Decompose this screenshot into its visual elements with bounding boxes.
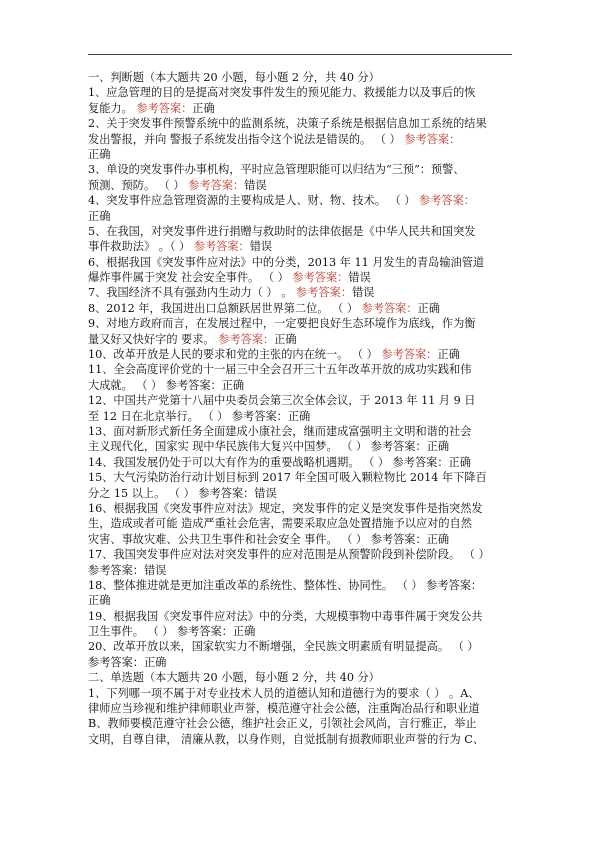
text-line bbox=[88, 547, 512, 562]
line-text: 卫生事件。 （ ） 参考答案：正确 bbox=[88, 625, 256, 639]
answer-label: 参考答案： bbox=[295, 286, 352, 300]
line-text: 一、判断题（本大题共 20 小题，每小题 2 分，共 40 分） bbox=[88, 71, 380, 84]
answer-label: 参考答案： bbox=[292, 271, 349, 285]
line-text: 12、中国共产党第十八届中央委员会第三次全体会议，于 2013 年 11 月 9 日 bbox=[88, 394, 476, 408]
answer-label: 参考答案： bbox=[361, 301, 418, 315]
line-text: 分之 15 以上。 （ ） 参考答案：错误 bbox=[88, 486, 277, 500]
text-line bbox=[88, 578, 512, 593]
line-text: 3、单设的突发事件办事机构，平时应急管理职能可以归结为“三预”：预警、 bbox=[88, 163, 465, 177]
line-text: 5、在我国，对突发事件进行捐赠与救助时的法律依据是《中华人民共和国突发 bbox=[88, 224, 476, 238]
text-line bbox=[88, 716, 512, 731]
text-line bbox=[88, 670, 512, 685]
text-line bbox=[88, 347, 512, 362]
answer-value: 错误 bbox=[249, 240, 273, 254]
line-text: 17、我国突发事件应对法对突发事件的应对范围是从预警阶段到补偿阶段。 （ ） bbox=[88, 548, 490, 562]
text-line bbox=[88, 624, 512, 639]
line-text: 11、全会高度评价党的十一届三中全会召开三十五年改革开放的成功实践和伟 bbox=[88, 363, 472, 377]
line-text: 大成就。 （ ） 参考答案：正确 bbox=[88, 378, 245, 392]
answer-value: 正确 bbox=[437, 348, 460, 362]
text-line bbox=[88, 101, 512, 116]
line-text: 爆炸事件属于突发 社会安全事件。 （ ） bbox=[88, 271, 289, 285]
line-text: 正确 bbox=[88, 209, 111, 223]
text-line bbox=[88, 209, 512, 224]
text-line bbox=[88, 455, 512, 470]
text-line bbox=[88, 178, 512, 193]
line-text: 参考答案：错误 bbox=[88, 563, 167, 577]
text-line bbox=[88, 439, 512, 454]
answer-value: 错误 bbox=[348, 271, 371, 285]
text-line bbox=[88, 516, 512, 531]
line-text: B、教师要模范遵守社会公德，维护社会正义，引领社会风尚，言行雅正，举止 bbox=[88, 717, 477, 731]
line-text: 二、单选题（本大题共 20 小题，每小题 2 分，共 40 分） bbox=[88, 671, 380, 685]
text-line bbox=[88, 362, 512, 377]
line-text: 14、我国发展仍处于可以大有作为的重要战略机遇期。 （ ） 参考答案：正确 bbox=[88, 455, 471, 469]
text-line bbox=[88, 639, 512, 654]
line-text: 律师应当珍视和维护律师职业声誉，模范遵守社会公德，注重陶冶品行和职业道 bbox=[88, 702, 480, 716]
text-line bbox=[88, 501, 512, 516]
line-text: 13、面对新形式新任务全面建成小康社会，继而建成富强明主文明和谐的社会 bbox=[88, 424, 472, 438]
text-line bbox=[88, 609, 512, 624]
text-line bbox=[88, 563, 512, 578]
line-text: 16、根据我国《突发事件应对法》规定，突发事件的定义是突发事件是指突然发 bbox=[88, 501, 483, 515]
text-line bbox=[88, 116, 512, 131]
text-line bbox=[88, 593, 512, 608]
line-text: 预测、预防。 （ ） bbox=[88, 178, 185, 192]
line-text: 10、改革开放是人民的要求和党的主张的内在统一。 （ ） bbox=[88, 348, 378, 362]
answer-label: 参考答案： bbox=[136, 101, 193, 115]
text-line bbox=[88, 285, 512, 300]
text-line bbox=[88, 378, 512, 393]
line-text: 正确 bbox=[88, 147, 111, 161]
line-text: 复能力。 bbox=[88, 101, 133, 115]
line-text: 1、下列哪一项不属于对专业技术人员的道德认知和道德行为的要求（ ） 。A、 bbox=[88, 686, 480, 700]
text-line bbox=[88, 470, 512, 485]
line-text: 量又好又快好字的 要求。 bbox=[88, 332, 215, 346]
line-text: 至 12 日在北京举行。 （ ） 参考答案：正确 bbox=[88, 409, 311, 423]
text-line bbox=[88, 147, 512, 162]
line-text: 灾害、事故灾难、公共卫生事件和社会安全 事件。 （ ） 参考答案：正确 bbox=[88, 532, 450, 546]
text-line bbox=[88, 316, 512, 331]
answer-value: 正确 bbox=[192, 101, 215, 115]
text-line bbox=[88, 301, 512, 316]
text-line bbox=[88, 255, 512, 270]
text-line bbox=[88, 85, 512, 100]
answer-value: 错误 bbox=[244, 178, 267, 192]
text-line bbox=[88, 486, 512, 501]
text-line bbox=[88, 162, 512, 177]
answer-label: 参考答案： bbox=[193, 240, 250, 254]
line-text: 15、大气污染防治行动计划目标到 2017 年全国可吸入颗粒物比 2014 年下降百 bbox=[88, 471, 487, 485]
answer-label: 参考答案： bbox=[188, 178, 245, 192]
line-text: 19、根据我国《突发事件应对法》中的分类，大规模事物中毒事件属于突发公共 bbox=[88, 609, 483, 623]
line-text: 8、2012 年，我国进出口总额跃居世界第二位。 （ ） bbox=[88, 301, 359, 315]
line-text: 发出警报，并向 警报子系统发出指令这个说法是错误的。 （ ） bbox=[88, 132, 401, 146]
line-text: 7、我国经济不具有强劲内生动力（ ） 。 bbox=[88, 286, 293, 300]
answer-value: 正确 bbox=[274, 332, 297, 346]
line-text: 6、根据我国《突发事件应对法》中的分类，2013 年 11 月发生的青岛输油管道 bbox=[88, 255, 485, 269]
line-text: 18、整体推进就是更加注重改革的系统性、整体性、协同性。 （ ） 参考答案： bbox=[88, 578, 483, 592]
answer-label: 参考答案： bbox=[419, 194, 475, 208]
line-text: 生，造成或者可能 造成严重社会危害，需要采取应急处置措施予以应对的自然 bbox=[88, 517, 472, 531]
text-line bbox=[88, 393, 512, 408]
line-text: 正确 bbox=[88, 594, 111, 608]
text-line bbox=[88, 270, 512, 285]
text-line bbox=[88, 655, 512, 670]
text-line bbox=[88, 224, 512, 239]
line-text: 20、改革开放以来，国家软实力不断增强，全民族文明素质有明显提高。 （ ） bbox=[88, 640, 479, 654]
line-text: 主义现代化，国家实 现中华民族伟大复兴中国梦。 （ ） 参考答案：正确 bbox=[88, 440, 450, 454]
text-line bbox=[88, 332, 512, 347]
text-line bbox=[88, 239, 512, 254]
line-text: 4、突发事件应急管理资源的主要构成是人、财、物、技术。 （ ） bbox=[88, 194, 416, 208]
line-text: 文明，自尊自律， 清廉从教，以身作则，自觉抵制有损教师职业声誉的行为 C、 bbox=[88, 732, 485, 746]
answer-value: 正确 bbox=[417, 301, 440, 315]
answer-label: 参考答案： bbox=[381, 348, 438, 362]
text-line bbox=[88, 701, 512, 716]
text-line bbox=[88, 532, 512, 547]
text-line bbox=[88, 424, 512, 439]
line-text: 事件救助法》 。（ ） bbox=[88, 240, 191, 254]
line-text: 参考答案：正确 bbox=[88, 655, 167, 669]
text-line bbox=[88, 732, 512, 747]
text-line bbox=[88, 70, 512, 85]
answer-label: 参考答案： bbox=[218, 332, 275, 346]
text-line bbox=[88, 686, 512, 701]
text-line bbox=[88, 409, 512, 424]
line-text: 9、对地方政府而言，在发展过程中，一定要把良好生态环境作为底线，作为衡 bbox=[88, 317, 476, 331]
header-rule bbox=[88, 54, 512, 55]
document-body bbox=[88, 70, 512, 747]
answer-value: 错误 bbox=[351, 286, 375, 300]
text-line bbox=[88, 132, 512, 147]
answer-label: 参考答案： bbox=[404, 132, 461, 146]
line-text: 1、应急管理的目的是提高对突发事件发生的预见能力、救援能力以及事后的恢 bbox=[88, 86, 476, 100]
text-line bbox=[88, 193, 512, 208]
line-text: 2、关于突发事件预警系统中的监测系统，决策子系统是根据信息加工系统的结果 bbox=[88, 117, 487, 131]
